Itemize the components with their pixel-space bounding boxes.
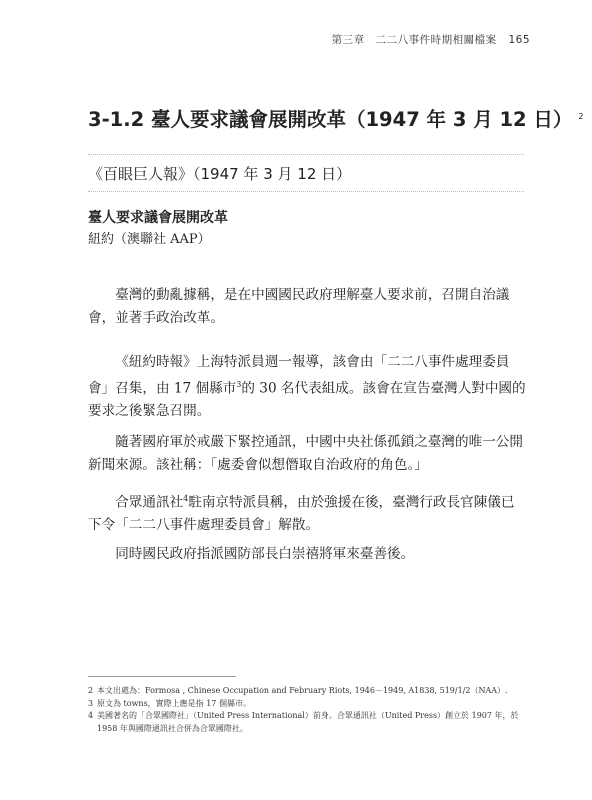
footnotes — [88, 685, 528, 735]
footnote-4-number: 4 — [88, 711, 94, 720]
paragraph-4 — [88, 488, 526, 537]
article-dateline: 紐約（澳聯社 AAP） — [88, 232, 211, 247]
section-title-text: 3-1.2 臺人要求議會展開改革（1947 年 3 月 12 日） — [88, 108, 573, 131]
paragraph-1: 臺灣的動亂據稱，是在中國國民政府理解臺人要求前，召開自治議會，並著手政治改革。 — [88, 287, 510, 326]
source-divider-top — [88, 154, 524, 155]
footnote-4-text-a: 美國著名的「合眾國際社」（United Press International）前身。合眾通訊社（United Press）創立於 1907 年，於 — [97, 711, 519, 720]
footnote-2-number: 2 — [88, 686, 94, 695]
section-title — [88, 104, 584, 132]
paragraph-4-text-b: 駐南京特派員稱，由於強援在後，臺灣行政長官陳儀已下令「二二八事件處理委員會」解散。 — [88, 494, 515, 534]
paragraph-2 — [88, 351, 526, 422]
footnote-3-text: 原文為 towns，實際上應是指 17 個縣市。 — [97, 698, 251, 708]
footnote-divider — [88, 676, 236, 677]
paragraph-2-text-a: 《紐約時報》上海特派員週一報導，該會由「二二八事件處理委員會」召集，由 17 個縣市 — [88, 354, 510, 397]
source-title: 《百眼巨人報》（1947 年 3 月 12 日） — [88, 165, 352, 183]
article-headline: 臺人要求議會展開改革 — [88, 210, 228, 226]
footnote-3 — [88, 698, 528, 711]
paragraph-4-text-a: 合眾通訊社 — [115, 494, 184, 511]
paragraph-3: 隨著國府軍於戒嚴下緊控通訊，中國中央社係孤鎖之臺灣的唯一公開新聞來源。該社稱：「處委會似想僭取自治政府的角色。」 — [88, 434, 523, 473]
footnote-ref-3[interactable]: 3 — [236, 379, 242, 389]
footnote-2-text: 本文出處為：Formosa , Chinese Occupation and February Riots, 1946－1949, A1838, 519/1/2（NAA）. — [97, 686, 508, 695]
footnote-ref-4[interactable]: 4 — [183, 494, 189, 503]
footnote-2 — [88, 685, 528, 698]
source-divider-bottom — [88, 191, 524, 192]
footnote-4 — [88, 710, 528, 735]
paragraph-5: 同時國民政府指派國防部長白崇禧將軍來臺善後。 — [115, 546, 415, 562]
paragraph-2-text-b: 的 30 名代表組成。該會在宣告臺灣人對中國的要求之後緊急召開。 — [88, 380, 526, 419]
chapter-title: 第三章 二二八事件時期相關檔案 — [331, 34, 497, 46]
footnote-ref-2[interactable]: 2 — [578, 111, 584, 121]
footnote-3-number: 3 — [88, 698, 94, 708]
page-number: 165 — [508, 34, 530, 46]
footnote-4-text-b: 1958 年與國際通訊社合併為合眾國際社。 — [97, 723, 248, 733]
running-head — [332, 32, 530, 47]
